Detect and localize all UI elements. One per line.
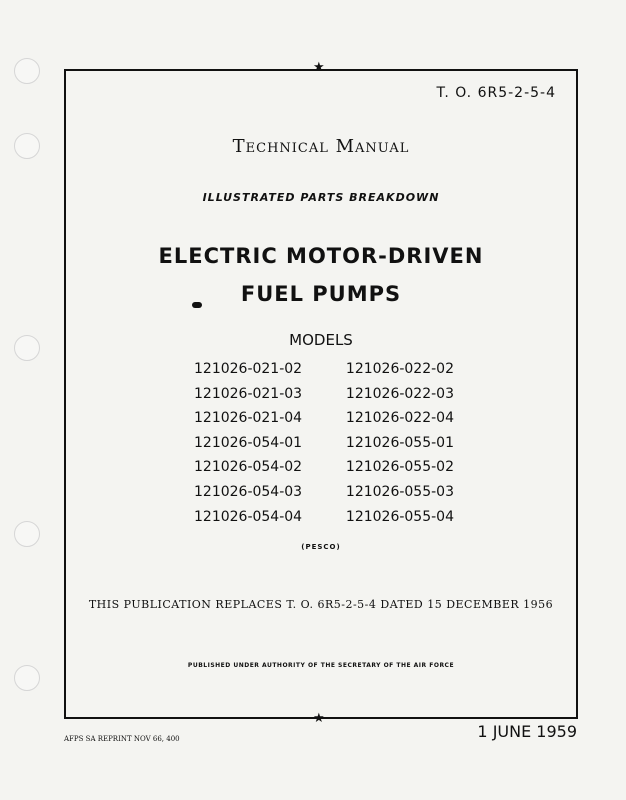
model-number: 121026-054-03 — [194, 483, 303, 500]
model-row — [194, 455, 454, 480]
model-number: 121026-054-02 — [194, 459, 303, 476]
models-heading: MODELS — [289, 331, 353, 349]
reprint-note: AFPS SA REPRINT NOV 66, 400 — [64, 735, 180, 743]
binder-hole — [14, 133, 40, 159]
model-row — [194, 431, 454, 456]
star-icon: ★ — [313, 60, 325, 75]
ink-smudge — [192, 302, 202, 308]
binder-hole — [14, 521, 40, 547]
model-number: 121026-055-04 — [345, 508, 454, 525]
binder-hole — [14, 335, 40, 361]
model-number: 121026-022-03 — [345, 385, 454, 402]
binder-holes — [0, 0, 40, 800]
binder-hole — [14, 58, 40, 84]
product-title-line-1: ELECTRIC MOTOR-DRIVEN — [158, 244, 484, 268]
model-number: 121026-054-04 — [194, 508, 303, 525]
binder-hole — [14, 665, 40, 691]
model-row — [194, 480, 454, 505]
replacement-notice: THIS PUBLICATION REPLACES T. O. 6R5-2-5-4 DATED 15 DECEMBER 1956 — [88, 598, 554, 611]
model-number: 121026-021-03 — [194, 385, 303, 402]
model-row — [194, 382, 454, 407]
model-number: 121026-021-02 — [194, 361, 303, 377]
model-number: 121026-054-01 — [194, 434, 303, 451]
model-number: 121026-022-04 — [345, 410, 454, 427]
publication-date: 1 JUNE 1959 — [477, 722, 577, 741]
product-title-line-2: FUEL PUMPS — [240, 282, 402, 306]
model-number: 121026-055-01 — [345, 434, 454, 451]
manufacturer-label: (PESCO) — [301, 543, 341, 551]
model-number: 121026-055-03 — [345, 483, 454, 500]
model-row — [194, 406, 454, 431]
document-subtitle: ILLUSTRATED PARTS BREAKDOWN — [202, 191, 440, 204]
model-number: 121026-021-04 — [194, 410, 303, 427]
authority-statement: PUBLISHED UNDER AUTHORITY OF THE SECRETARY OF THE AIR FORCE — [187, 662, 455, 669]
document-title: Technical Manual — [232, 136, 410, 157]
star-icon: ★ — [313, 711, 325, 726]
model-row — [194, 357, 454, 382]
model-number: 121026-055-02 — [345, 459, 454, 476]
models-list — [194, 357, 454, 529]
technical-order-number: T. O. 6R5-2-5-4 — [436, 85, 556, 101]
model-row — [194, 505, 454, 530]
model-number: 121026-022-02 — [345, 361, 454, 377]
